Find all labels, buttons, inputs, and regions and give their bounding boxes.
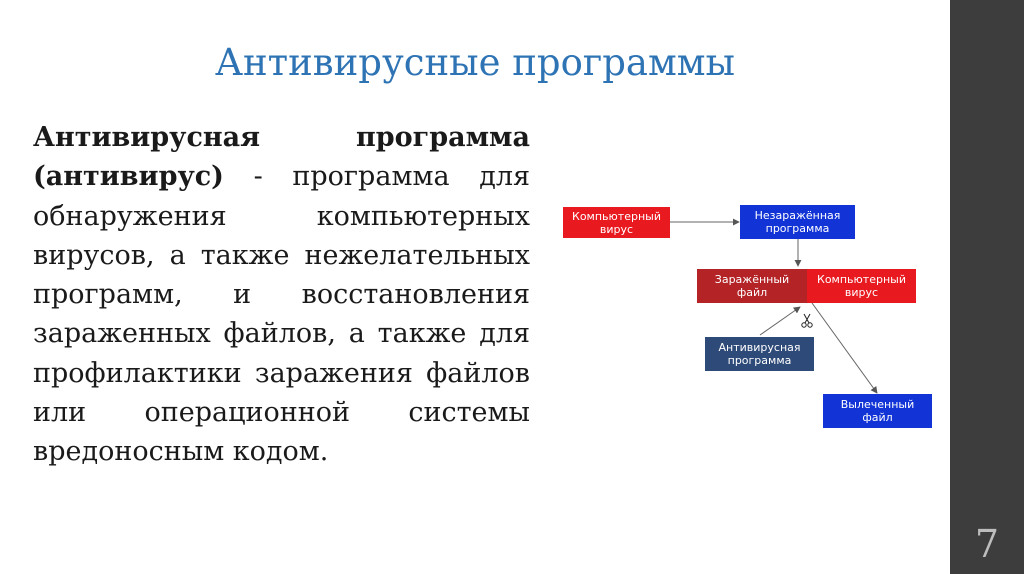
computer-virus-box: Компьютерный вирус	[563, 207, 670, 238]
definition-paragraph	[33, 118, 530, 472]
cured-file-box: Вылеченный файл	[823, 394, 932, 428]
side-bar	[950, 0, 1024, 574]
antivirus-box: Антивирусная программа	[705, 337, 814, 371]
arrow-antivirus-to-junction	[760, 307, 800, 335]
embedded-virus-box: Компьютерный вирус	[807, 269, 916, 303]
arrow-infected-to-cured	[812, 303, 877, 393]
infected-file-box: Заражённый файл	[697, 269, 807, 303]
definition-text: - программа для обнаружения компьютерных вирусов, а также нежелательных программ, и восстановления зараженных файлов, а также для профилактики заражения файлов или операционной системы вредоносным кодом.	[33, 161, 530, 468]
slide-title: Антивирусные программы	[214, 41, 735, 84]
scissors-icon	[802, 314, 812, 327]
definition-term: Антивирусная программа (антивирус)	[33, 122, 530, 193]
infection-diagram	[555, 195, 945, 445]
slide-number: 7	[974, 522, 1000, 566]
clean-program-box: Незаражённая программа	[740, 205, 855, 239]
